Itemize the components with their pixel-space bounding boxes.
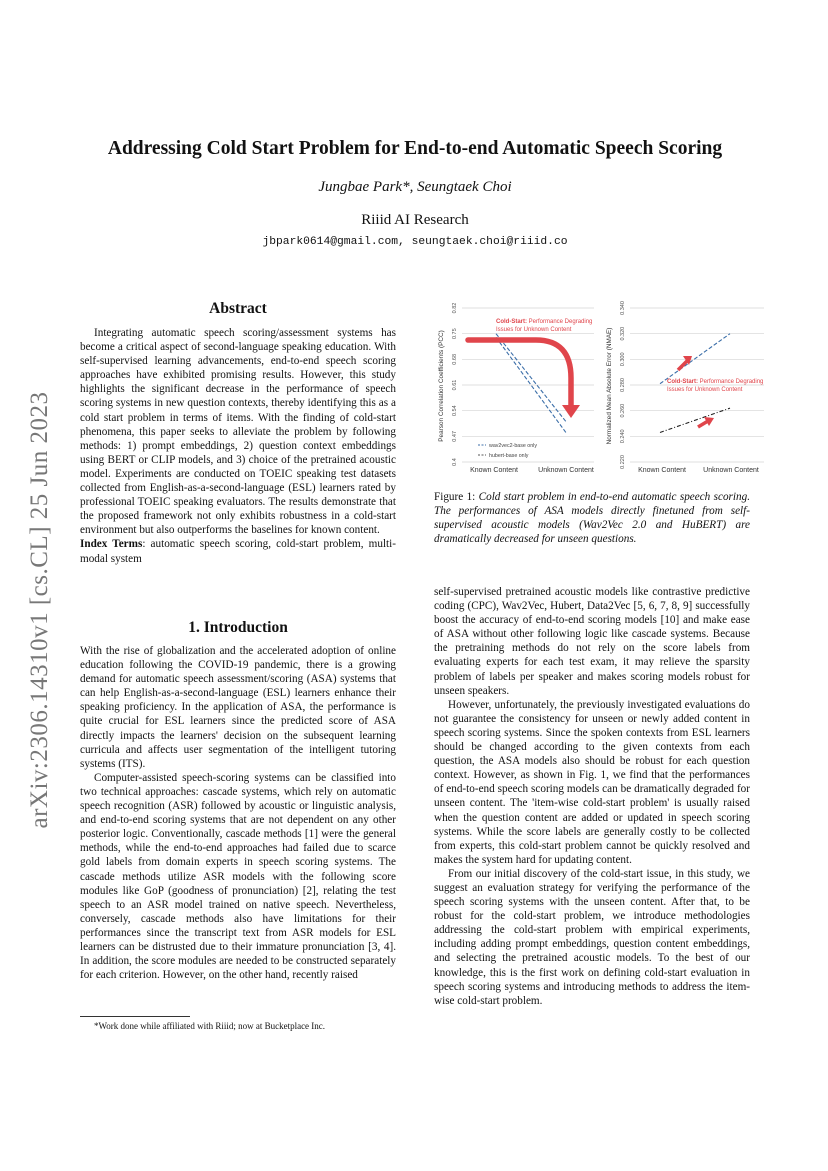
paper-emails: jbpark0614@gmail.com, seungtaek.choi@riiid.co — [262, 236, 568, 248]
introduction-right — [434, 585, 750, 1008]
pcc-ytick-label: 0.75 — [452, 328, 458, 340]
intro-paragraph-1: With the rise of globalization and the accelerated adoption of online education following the COVID-19 pandemic, there is a growing demand for automatic speech assessment/scoring (ASA) systems that can help English-as-a-second-language (ESL) learners enhance their speaking proficiency. In the application of ASA, the performance is quite crucial for ESL learners since the predicted score of ASA directly impacts the learners' decision on the subsequent learning curricula and affects user segmentation of the intelligent tutoring systems (ITS). — [80, 645, 396, 770]
nmae-ytick-label: 0.320 — [620, 326, 626, 341]
figure-1-chart — [434, 300, 764, 482]
nmae-ytick-labels — [620, 301, 626, 469]
intro-paragraph-3: self-supervised pretrained acoustic models like contrastive predictive coding (CPC), Wav2Vec, Hubert, Data2Vec [5, 6, 7, 8, 9] successfully boost the accuracy of end-to-end scoring models [10] and make ease of ASA without other following logic like cascade systems. Because the pretraining methods do not rely on the score labels from evaluating experts for each test exam, it may relieve the sparsity problem of labels per speaker and makes scoring models robust for unseen speakers. — [434, 586, 750, 697]
legend-label-hubert: hubert-base only — [489, 453, 529, 459]
footnote-rule — [80, 1016, 190, 1017]
pcc-annotation-2: Issues for Unknown Content — [496, 327, 572, 333]
nmae-annotation-prefix: Cold-Start: — [667, 379, 698, 385]
pcc-series-lines — [496, 334, 566, 433]
nmae-ytick-label: 0.240 — [620, 429, 626, 444]
abstract-text: Integrating automatic speech scoring/assessment systems has become a critical aspect of second-language speaking education. With self-supervised learning advancements, end-to-end speech scoring approaches have exhibited promising results. However, this study highlights the significant decrease in the performance of speech scoring systems in new question contexts, thereby identifying this as a cold start problem in terms of items. With the finding of cold-start phenomena, this paper seeks to alleviate the problem by following methods: 1) prompt embeddings, 2) question context embeddings using BERT or CLIP models, and 3) choice of the pretrained acoustic model. Experiments are conducted on TOEIC speaking test datasets collected from English-as-a-second-language (ESL) learners rated by professional TOEIC speaking evaluators. The results demonstrate that the proposed framework not only exhibits robustness in a cold-start environment but also outperforms the baselines for known content. — [80, 327, 396, 537]
nmae-series-line — [660, 334, 730, 384]
pcc-degrade-arrow — [468, 340, 571, 408]
figure-1 — [434, 300, 764, 482]
figure-caption — [434, 490, 750, 546]
index-terms-label: Index Terms — [80, 538, 143, 551]
pcc-legend — [478, 443, 537, 459]
nmae-ytick-label: 0.340 — [620, 301, 626, 315]
paper-title: Addressing Cold Start Problem for End-to-end Automatic Speech Scoring — [107, 138, 723, 159]
intro-paragraph-4: However, unfortunately, the previously investigated evaluations do not guarantee the consistency for unseen or newly added content in speech scoring systems. Since the spoken contexts from ESL learners should be changed according to the given contexts from each question, the ASA models also should be robust for each question context. However, as shown in Fig. 1, we find that the performances of end-to-end speech scoring models can be dramatically degraded for unseen content. The 'item-wise cold-start problem' is usually raised when the question content are added or updated in speech scoring systems. While the score labels are generally costly to be collected from experts, this cold-start problem cannot be quickly resolved and makes the system hard for updating content. — [434, 698, 750, 866]
index-terms — [80, 537, 396, 565]
intro-paragraph-2: Computer-assisted speech-scoring systems can be classified into two technical approaches: cascade systems, which rely on automatic speech recognition (ASR) followed by acoustic or linguistic analysis, and end-to-end scoring systems that are not dependent on any other posterior logic. Conventionally, cascade methods [1] were the general methods, while the end-to-end approaches had failed due to scarce gold labels from domain experts in speech scoring systems. The cascade methods utilize ASR models with the following score modules like GoP (goodness of pronunciation) [2], relating the test speech to an ASR model trained on native speech. Nevertheless, conversely, cascade methods also have limitations for their performances since the transcript text from ASR models for ESL learners can be distrusted due to their immature pronunciation [3, 4]. In addition, the score modules are needed to be constructed separately for each criterion. However, on the other hand, recently raised — [80, 771, 396, 982]
pcc-ytick-label: 0.82 — [452, 302, 458, 314]
introduction-heading: 1. Introduction — [188, 619, 288, 636]
nmae-annotation — [667, 379, 763, 385]
introduction-left — [80, 644, 396, 982]
pcc-ytick-labels — [452, 303, 458, 466]
footnote: *Work done while affiliated with Riiid; now at Bucketplace Inc. — [94, 1021, 326, 1031]
nmae-ytick-label: 0.220 — [620, 455, 626, 469]
pcc-annotation — [496, 319, 592, 325]
nmae-panel — [606, 301, 764, 474]
pcc-panel — [438, 303, 594, 474]
pcc-degrade-arrowhead — [562, 405, 580, 418]
caption-label: Figure 1: — [434, 491, 479, 503]
pcc-annotation-prefix: Cold-Start: — [496, 319, 527, 325]
nmae-ytick-label: 0.280 — [620, 378, 626, 392]
pcc-ytick-label: 0.54 — [452, 405, 458, 417]
nmae-annotation-2: Issues for Unknown Content — [667, 387, 743, 393]
nmae-grid — [630, 308, 764, 462]
caption-text: Cold start problem in end-to-end automatic speech scoring. The performances of ASA models directly finetuned from self-supervised acoustic models (Wav2Vec 2.0 and HuBERT) are dramatically decreased for unseen questions. — [434, 491, 750, 546]
nmae-ytick-label: 0.260 — [620, 403, 626, 418]
nmae-ytick-label: 0.300 — [620, 352, 626, 367]
pcc-xtick-unknown: Unknown Content — [538, 467, 594, 474]
pcc-ytick-label: 0.4 — [452, 458, 458, 466]
pcc-ytick-label: 0.68 — [452, 353, 458, 365]
nmae-ylabel: Normalized Mean Absolute Error (NMAE) — [606, 327, 613, 445]
arxiv-id: arXiv:2306.14310v1 [cs.CL] 25 Jun 2023 — [26, 391, 53, 829]
pcc-ytick-label: 0.61 — [452, 379, 458, 391]
abstract-section — [80, 326, 396, 566]
paper-affiliation: Riiid AI Research — [361, 212, 469, 228]
pcc-ytick-label: 0.47 — [452, 430, 458, 442]
pcc-ylabel: Pearson Correlation Coefficients (PCC) — [438, 330, 445, 442]
pcc-xtick-known: Known Content — [470, 467, 518, 474]
nmae-xtick-unknown: Unknown Content — [703, 467, 759, 474]
intro-paragraph-5: From our initial discovery of the cold-start issue, in this study, we suggest an evaluation strategy for verifying the performance of the speech scoring systems with the unseen content. After that, to be robust for the cold-start problem, we introduce methodologies addressing the cold-start problem with empirical experiments, including adding prompt embeddings, question content embeddings, and selecting the pretrained acoustic models. To the best of our knowledge, this is the first work on defining cold-start evaluation in speech scoring systems and introducing methods to address the item-wise cold-start problem. — [434, 867, 750, 1007]
pcc-annotation-line1: Performance Degrading — [528, 319, 593, 325]
arxiv-sidebar — [22, 360, 58, 860]
legend-label-wav2vec2: wav2vec2-base only — [489, 443, 537, 449]
abstract-heading: Abstract — [209, 300, 267, 317]
nmae-xtick-known: Known Content — [638, 467, 686, 474]
nmae-annotation-line1: Performance Degrading — [699, 379, 764, 385]
nmae-series-line — [660, 408, 730, 432]
index-terms-text: : automatic speech scoring, cold-start problem, multi-modal system — [80, 538, 397, 565]
paper-authors: Jungbae Park*, Seungtaek Choi — [318, 179, 512, 195]
nmae-up-arrow-2 — [698, 421, 708, 427]
